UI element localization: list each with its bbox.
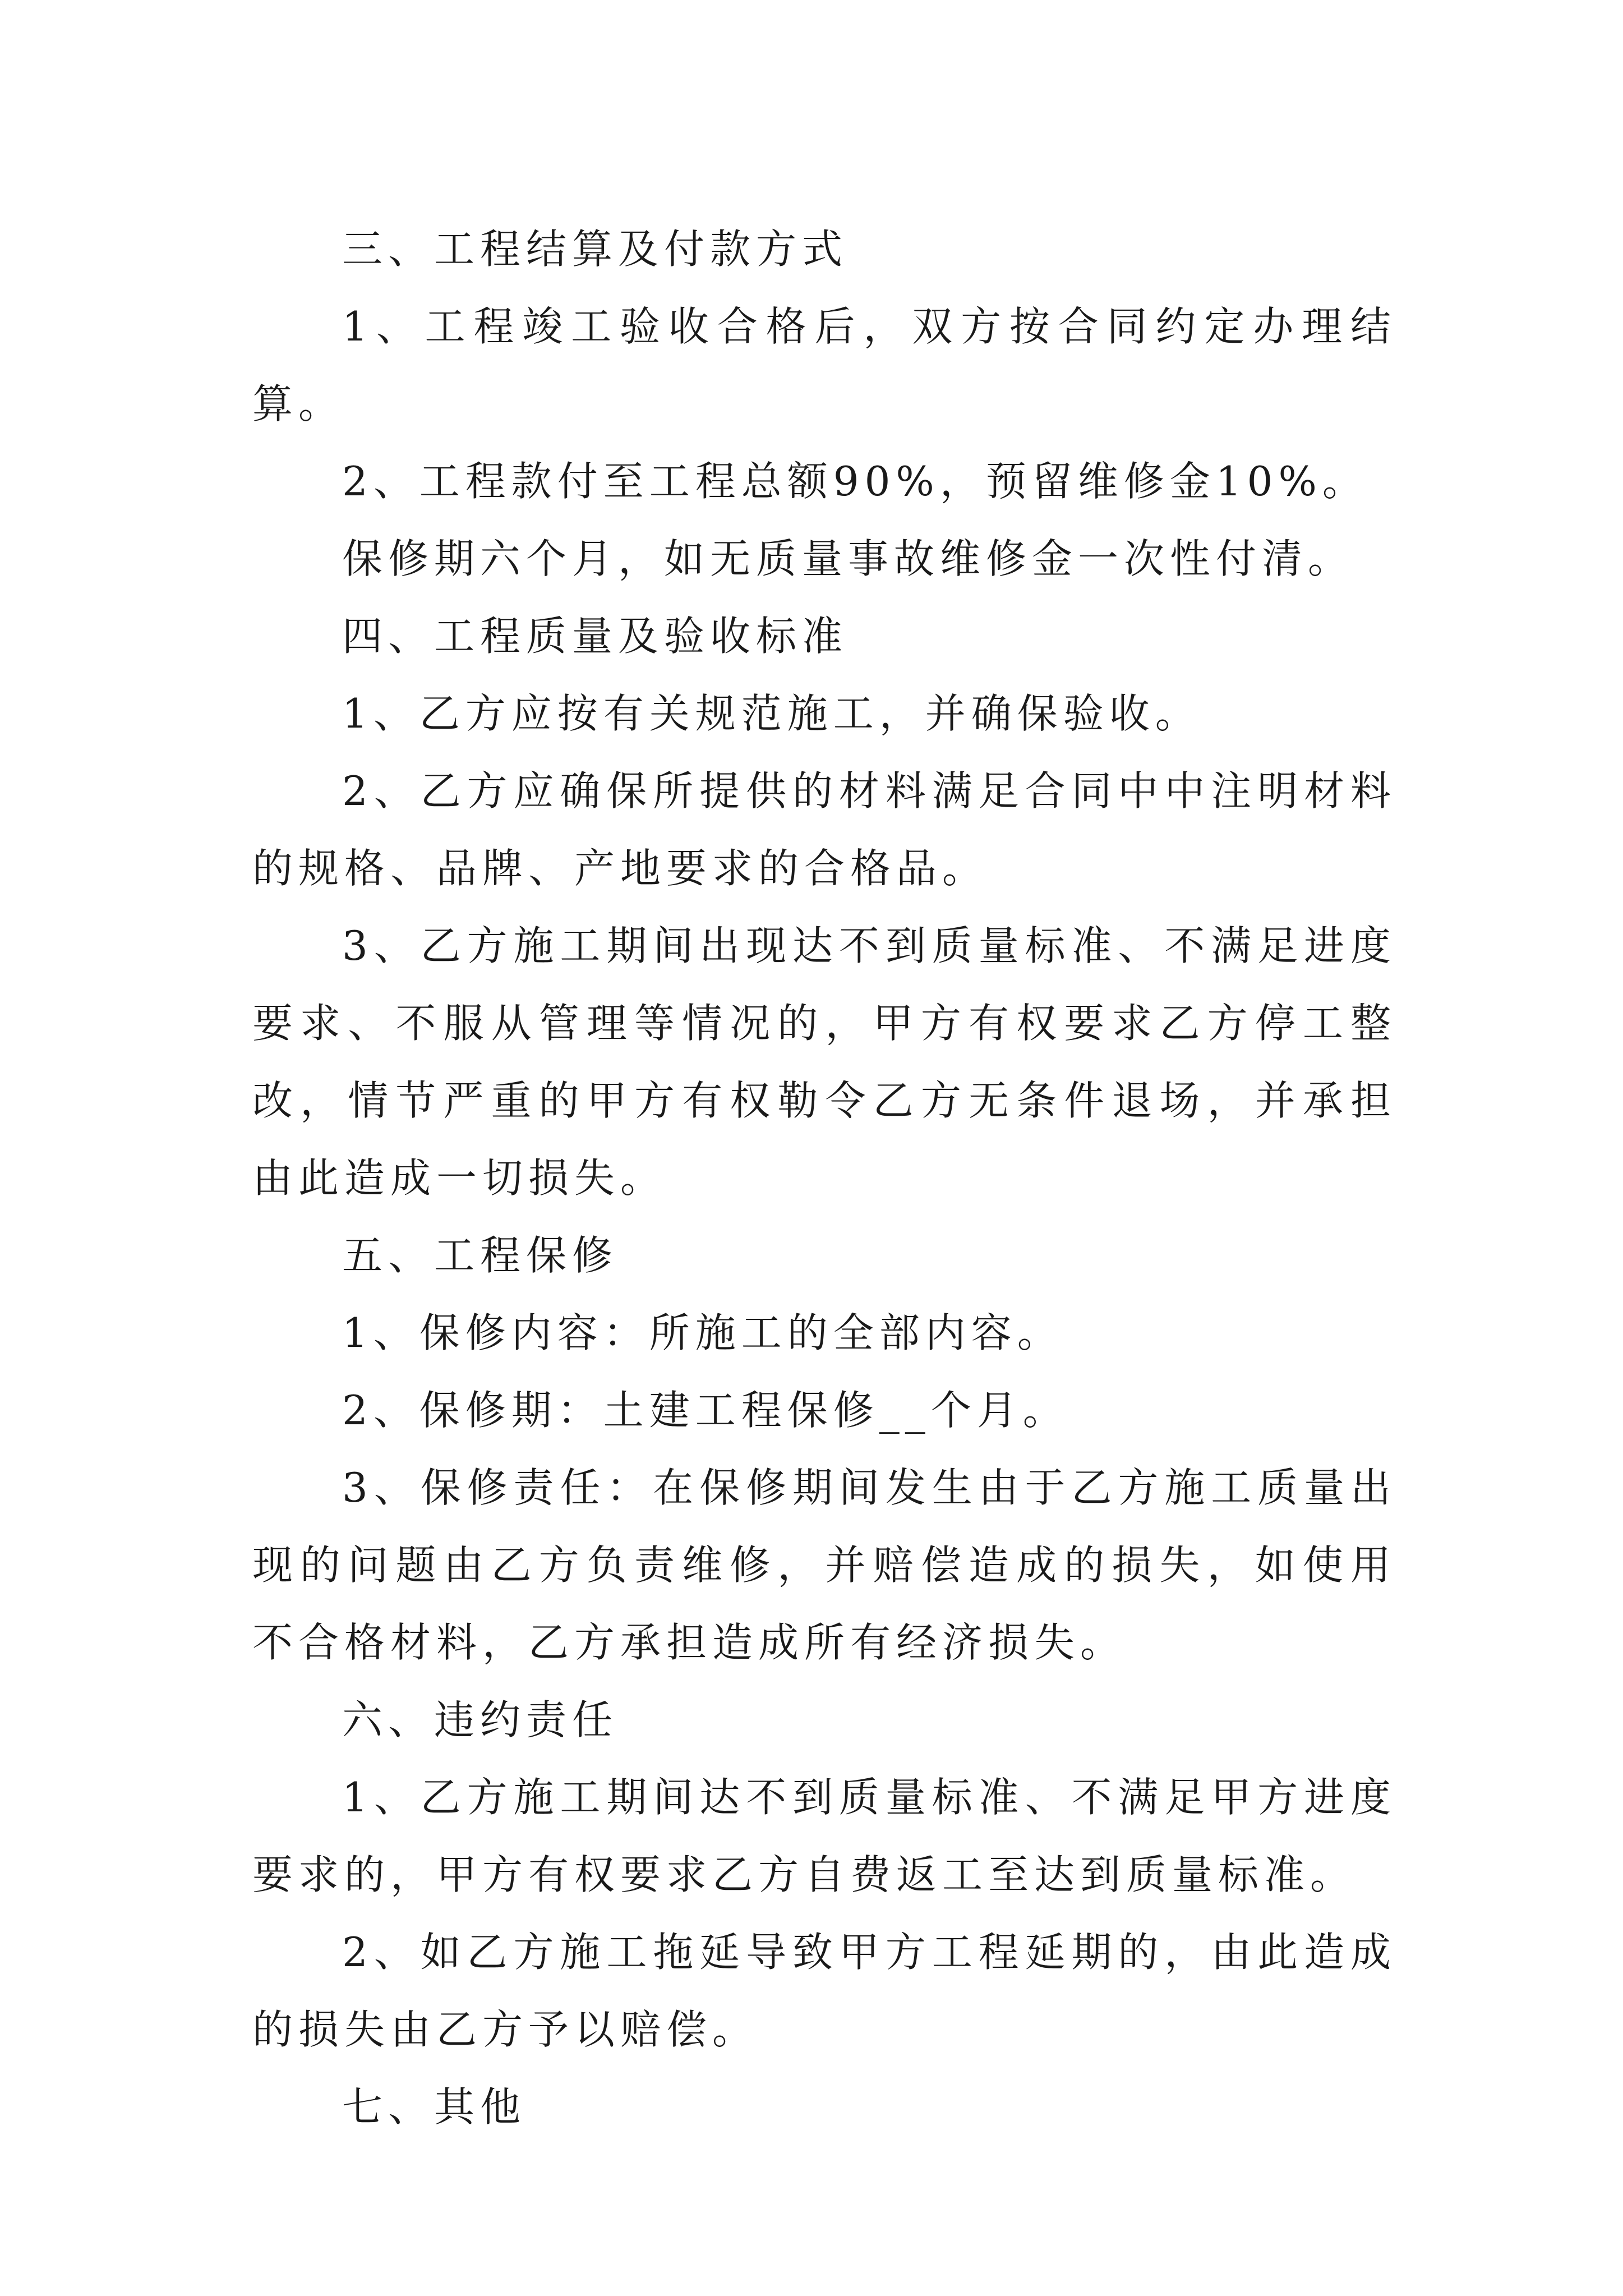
- section-heading-warranty: 五、工程保修: [342, 1232, 619, 1279]
- section-heading-quality: 四、工程质量及验收标准: [342, 613, 849, 660]
- section-heading-settlement: 三、工程结算及付款方式: [342, 226, 849, 273]
- paragraph: 1、乙方施工期间达不到质量标准、不满足甲方进度要求的，甲方有权要求乙方自费返工至达到质量标准。: [252, 1774, 1396, 1898]
- paragraph: 2、保修期：土建工程保修__个月。: [342, 1387, 1069, 1434]
- paragraph: 1、乙方应按有关规范施工，并确保验收。: [342, 690, 1201, 737]
- paragraph: 1、保修内容：所施工的全部内容。: [342, 1309, 1063, 1356]
- paragraph: 3、保修责任：在保修期间发生由于乙方施工质量出现的问题由乙方负责维修，并赔偿造成的损失，如使用不合格材料，乙方承担造成所有经济损失。: [252, 1464, 1396, 1666]
- paragraph: 3、乙方施工期间出现达不到质量标准、不满足进度要求、不服从管理等情况的，甲方有权要求乙方停工整改，情节严重的甲方有权勒令乙方无条件退场，并承担由此造成一切损失。: [252, 922, 1396, 1202]
- document-body: [252, 210, 1396, 2146]
- paragraph: 2、工程款付至工程总额90%，预留维修金10%。: [342, 458, 1368, 505]
- section-heading-other: 七、其他: [342, 2083, 527, 2131]
- paragraph: 2、如乙方施工拖延导致甲方工程延期的，由此造成的损失由乙方予以赔偿。: [252, 1929, 1396, 2053]
- paragraph: 2、乙方应确保所提供的材料满足合同中中注明材料的规格、品牌、产地要求的合格品。: [252, 767, 1396, 892]
- paragraph: 保修期六个月，如无质量事故维修金一次性付清。: [342, 535, 1354, 582]
- paragraph: 1、工程竣工验收合格后，双方按合同约定办理结算。: [252, 303, 1396, 427]
- section-heading-liability: 六、违约责任: [342, 1696, 619, 1743]
